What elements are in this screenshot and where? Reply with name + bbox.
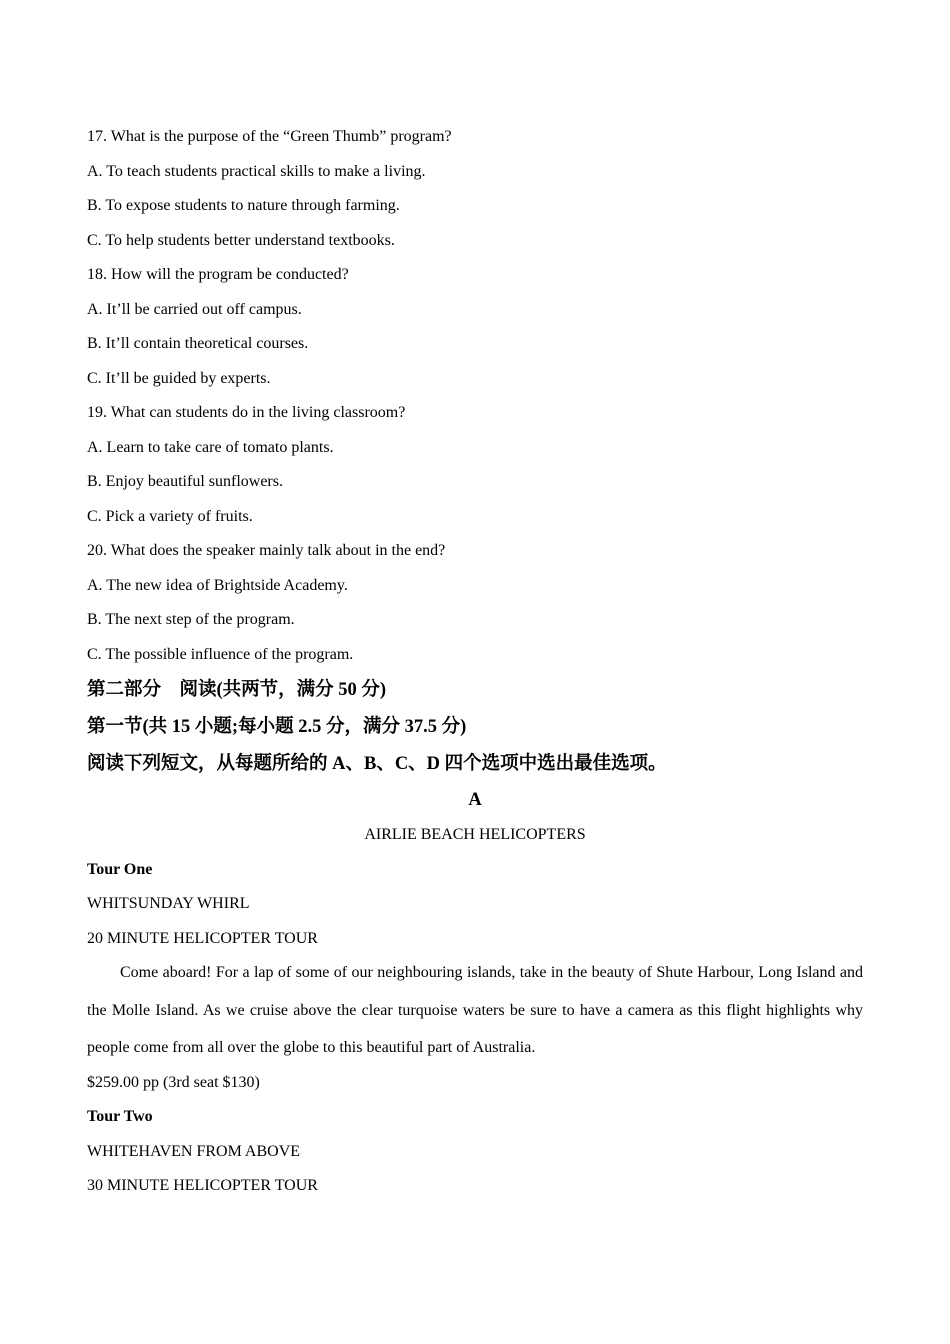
- passage-title: AIRLIE BEACH HELICOPTERS: [364, 826, 586, 843]
- question-20-option-c: C. The possible influence of the program.: [87, 646, 354, 663]
- tour-one-duration: 20 MINUTE HELICOPTER TOUR: [87, 930, 318, 947]
- part-heading: 第二部分 阅读(共两节，满分 50 分): [87, 680, 387, 700]
- question-17: 17. What is the purpose of the “Green Thumb” program?: [87, 128, 452, 145]
- tour-one-description: Come aboard! For a lap of some of our neighbouring islands, take in the beauty of Shute Harbour, Long Island and the Molle Island. As we cruise above the clear turquoise waters be sure to have a camera as this flight highlights why people come from all over the globe to this beautiful part of Australia.: [87, 964, 863, 1056]
- section-heading: 第一节(共 15 小题;每小题 2.5 分，满分 37.5 分): [87, 717, 467, 737]
- question-19: 19. What can students do in the living classroom?: [87, 404, 406, 421]
- question-18: 18. How will the program be conducted?: [87, 266, 349, 283]
- tour-one-label: Tour One: [87, 861, 153, 878]
- question-20-option-a: A. The new idea of Brightside Academy.: [87, 577, 348, 594]
- question-17-option-b: B. To expose students to nature through farming.: [87, 197, 400, 214]
- tour-one-name: WHITSUNDAY WHIRL: [87, 895, 250, 912]
- instruction-text: 阅读下列短文，从每题所给的 A、B、C、D 四个选项中选出最佳选项。: [87, 754, 667, 774]
- question-18-option-b: B. It’ll contain theoretical courses.: [87, 335, 309, 352]
- question-18-option-c: C. It’ll be guided by experts.: [87, 370, 271, 387]
- question-18-option-a: A. It’ll be carried out off campus.: [87, 301, 302, 318]
- tour-one-price: $259.00 pp (3rd seat $130): [87, 1074, 260, 1091]
- question-20: 20. What does the speaker mainly talk about in the end?: [87, 542, 446, 559]
- tour-two-label: Tour Two: [87, 1108, 153, 1125]
- question-17-option-c: C. To help students better understand textbooks.: [87, 232, 395, 249]
- tour-two-name: WHITEHAVEN FROM ABOVE: [87, 1143, 301, 1160]
- question-19-option-b: B. Enjoy beautiful sunflowers.: [87, 473, 283, 490]
- question-17-option-a: A. To teach students practical skills to make a living.: [87, 163, 426, 180]
- question-19-option-c: C. Pick a variety of fruits.: [87, 508, 253, 525]
- tour-two-duration: 30 MINUTE HELICOPTER TOUR: [87, 1177, 318, 1194]
- question-20-option-b: B. The next step of the program.: [87, 611, 295, 628]
- passage-letter: A: [468, 790, 482, 810]
- question-19-option-a: A. Learn to take care of tomato plants.: [87, 439, 334, 456]
